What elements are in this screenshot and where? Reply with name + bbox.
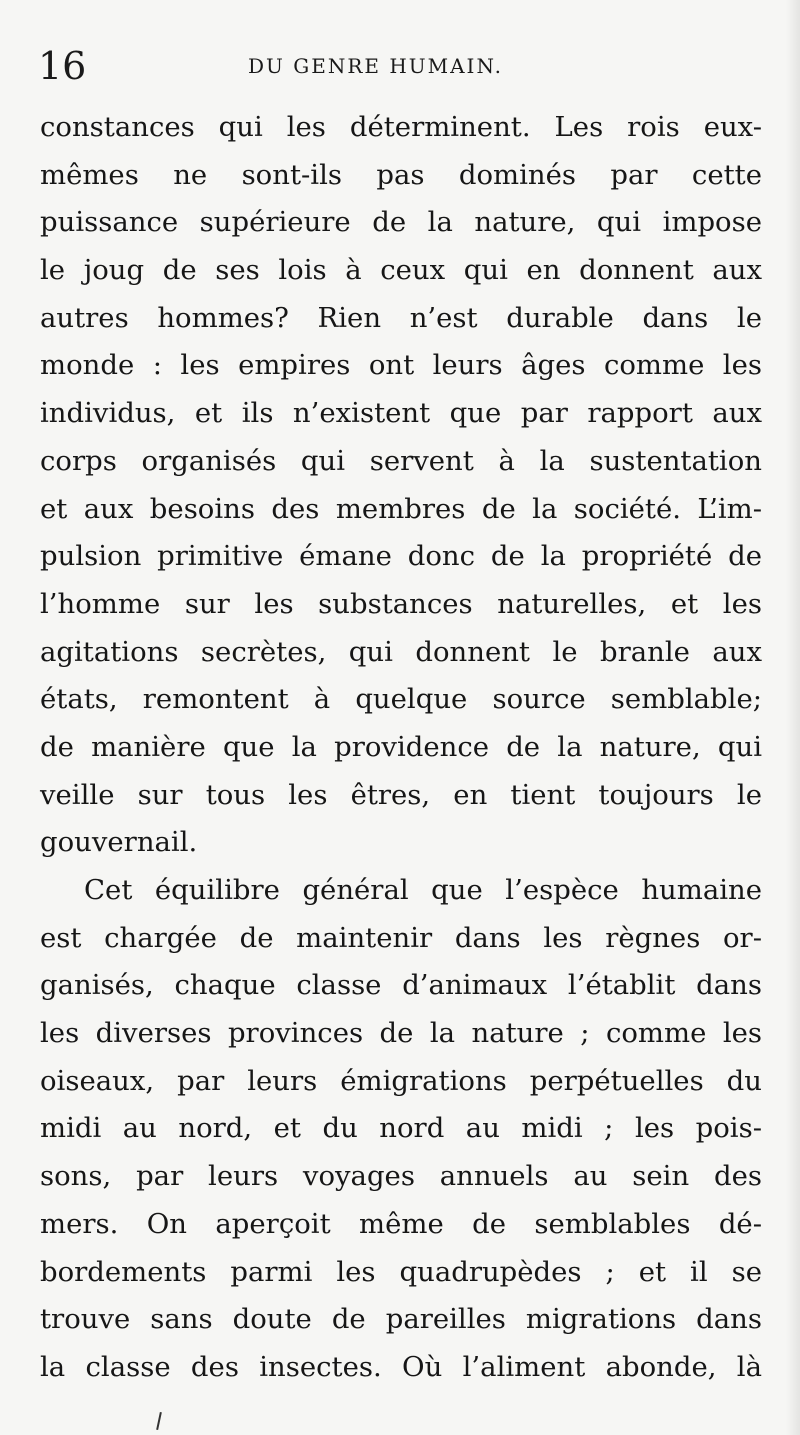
text-line: états, remontent à quelque source semblable; bbox=[40, 683, 762, 716]
text-line: Cet équilibre général que l’espèce humaine bbox=[84, 874, 762, 906]
body-text bbox=[40, 104, 762, 1392]
running-head bbox=[38, 40, 758, 92]
ink-mark bbox=[156, 1412, 162, 1430]
text-line: la classe des insectes. Où l’aliment abonde, là bbox=[40, 1350, 762, 1383]
text-line: gouvernail. bbox=[40, 826, 198, 859]
running-title: DU GENRE HUMAIN. bbox=[248, 54, 504, 78]
text-line: autres hommes? Rien n’est durable dans le bbox=[40, 301, 762, 334]
text-line: est chargée de maintenir dans les règnes or- bbox=[40, 921, 762, 954]
text-line: ganisés, chaque classe d’animaux l’établit dans bbox=[40, 969, 762, 1002]
page-number: 16 bbox=[38, 44, 87, 88]
text-line: bordements parmi les quadrupèdes ; et il se bbox=[40, 1255, 762, 1288]
text-line: constances qui les déterminent. Les rois eux- bbox=[40, 111, 762, 143]
text-line: monde : les empires ont leurs âges comme les bbox=[40, 349, 762, 382]
text-line: corps organisés qui servent à la sustentation bbox=[40, 444, 762, 477]
text-line: veille sur tous les êtres, en tient toujours le bbox=[40, 778, 762, 811]
text-line: le joug de ses lois à ceux qui en donnent aux bbox=[40, 254, 762, 287]
page-edge-shadow bbox=[786, 0, 800, 1435]
text-line: midi au nord, et du nord au midi ; les pois- bbox=[40, 1112, 762, 1145]
text-line: trouve sans doute de pareilles migrations dans bbox=[40, 1303, 762, 1336]
text-line: individus, et ils n’existent que par rapport aux bbox=[40, 397, 762, 430]
text-line: agitations secrètes, qui donnent le branle aux bbox=[40, 635, 762, 668]
text-line: de manière que la providence de la nature, qui bbox=[40, 730, 762, 763]
text-line: pulsion primitive émane donc de la propriété de bbox=[40, 540, 762, 573]
text-line: mers. On aperçoit même de semblables dé- bbox=[40, 1207, 762, 1240]
text-line: l’homme sur les substances naturelles, et les bbox=[40, 587, 762, 620]
text-line: puissance supérieure de la nature, qui impose bbox=[40, 206, 762, 239]
text-line: mêmes ne sont-ils pas dominés par cette bbox=[40, 158, 762, 191]
paragraph-1 bbox=[40, 104, 762, 867]
text-line: sons, par leurs voyages annuels au sein des bbox=[40, 1160, 762, 1193]
text-line: et aux besoins des membres de la société. L’im- bbox=[40, 492, 762, 525]
text-line: oiseaux, par leurs émigrations perpétuelles du bbox=[40, 1064, 762, 1097]
paragraph-2 bbox=[40, 867, 762, 1392]
text-line: les diverses provinces de la nature ; comme les bbox=[40, 1017, 762, 1050]
